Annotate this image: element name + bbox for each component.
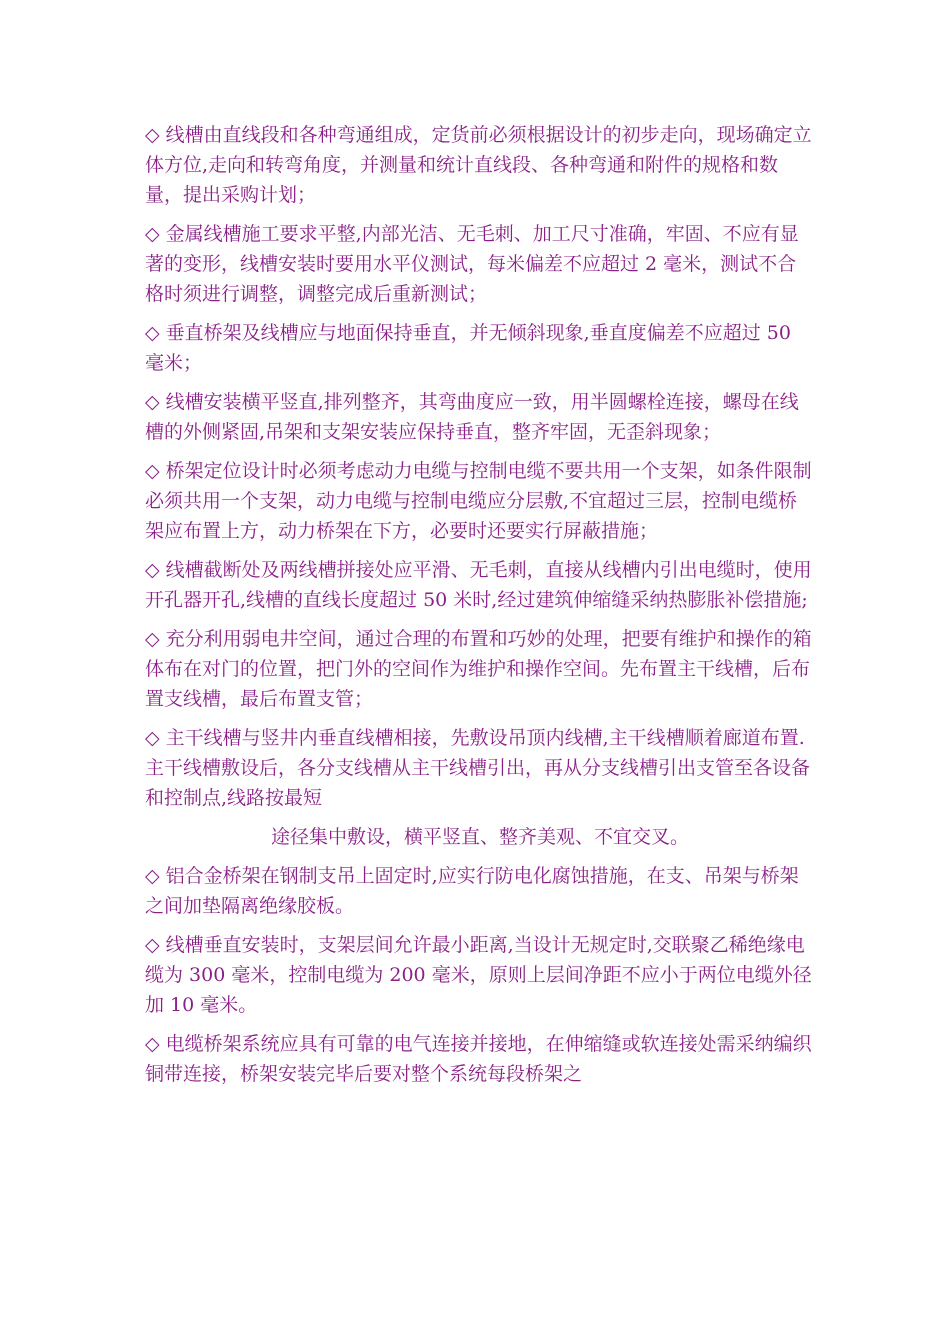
paragraph-3: ◇ 垂直桥架及线槽应与地面保持垂直，并无倾斜现象,垂直度偏差不应超过 50 毫米； — [145, 322, 791, 374]
paragraph-6: ◇ 线槽截断处及两线槽拼接处应平滑、无毛刺，直接从线槽内引出电缆时，使用开孔器开孔,线槽的直线长度超过 50 米时,经过建筑伸缩缝采纳热膨胀补偿措施; — [145, 559, 812, 611]
paragraph-9-centered: 途径集中敷设，横平竖直、整齐美观、不宜交叉。 — [270, 826, 689, 848]
paragraph-7: ◇ 充分利用弱电井空间，通过合理的布置和巧妙的处理，把要有维护和操作的箱体布在对门的位置，把门外的空间作为维护和操作空间。先布置主干线槽，后布置支线槽，最后布置支管； — [145, 628, 812, 710]
paragraph-1: ◇ 线槽由直线段和各种弯通组成，定货前必须根据设计的初步走向，现场确定立体方位,走向和转弯角度，并测量和统计直线段、各种弯通和附件的规格和数量，提出采购计划； — [145, 124, 812, 206]
paragraph-4: ◇ 线槽安装横平竖直,排列整齐，其弯曲度应一致，用半圆螺栓连接，螺母在线槽的外侧紧固,吊架和支架安装应保持垂直，整齐牢固，无歪斜现象； — [145, 391, 799, 443]
document-page — [145, 120, 815, 1098]
paragraph-2: ◇ 金属线槽施工要求平整,内部光洁、无毛刺、加工尺寸准确，牢固、不应有显著的变形，线槽安装时要用水平仪测试，每米偏差不应超过 2 毫米，测试不合格时须进行调整，调整完成后重新测试； — [145, 223, 799, 305]
paragraph-12: ◇ 电缆桥架系统应具有可靠的电气连接并接地，在伸缩缝或软连接处需采纳编织铜带连接，桥架安装完毕后要对整个系统每段桥架之 — [145, 1033, 812, 1085]
paragraph-10: ◇ 铝合金桥架在钢制支吊上固定时,应实行防电化腐蚀措施，在支、吊架与桥架之间加垫隔离绝缘胶板。 — [145, 865, 799, 917]
paragraph-11: ◇ 线槽垂直安装时，支架层间允许最小距离,当设计无规定时,交联聚乙稀绝缘电缆为 300 毫米，控制电缆为 200 毫米，原则上层间净距不应小于两位电缆外径加 10 毫米。 — [145, 934, 812, 1016]
paragraph-8: ◇ 主干线槽与竖井内垂直线槽相接，先敷设吊顶内线槽,主干线槽顺着廊道布置.主干线槽敷设后，各分支线槽从主干线槽引出，再从分支线槽引出支管至各设备和控制点,线路按最短 — [145, 727, 811, 809]
paragraph-5: ◇ 桥架定位设计时必须考虑动力电缆与控制电缆不要共用一个支架，如条件限制必须共用一个支架，动力电缆与控制电缆应分层敷,不宜超过三层，控制电缆桥架应布置上方，动力桥架在下方，必要时还要实行屏蔽措施； — [145, 460, 812, 542]
